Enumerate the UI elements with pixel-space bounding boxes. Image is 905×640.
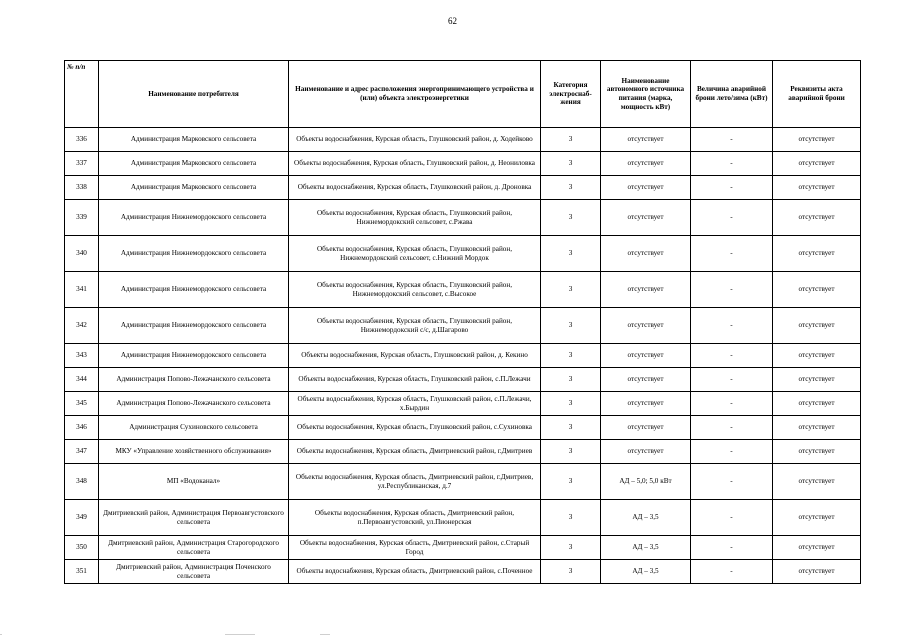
cell-act: отсутствует	[773, 440, 861, 464]
cell-consumer: МП «Водоканал»	[99, 464, 289, 500]
cell-object: Объекты водоснабжения, Курская область, Глушковский район, Нижнемордокский сельсовет, с.Высокое	[289, 272, 541, 308]
cell-category: 3	[541, 128, 601, 152]
table-row	[65, 392, 861, 416]
cell-category: 3	[541, 152, 601, 176]
cell-reserve: -	[691, 176, 773, 200]
cell-reserve: -	[691, 440, 773, 464]
cell-act: отсутствует	[773, 560, 861, 584]
cell-act: отсутствует	[773, 536, 861, 560]
cell-source: отсутствует	[601, 128, 691, 152]
cell-reserve: -	[691, 344, 773, 368]
cell-category: 3	[541, 200, 601, 236]
cell-num: 338	[65, 176, 99, 200]
cell-category: 3	[541, 272, 601, 308]
cell-reserve: -	[691, 200, 773, 236]
table-row	[65, 536, 861, 560]
cell-object: Объекты водоснабжения, Курская область, Глушковский район, с.П.Лежачи, х.Бырдин	[289, 392, 541, 416]
cell-reserve: -	[691, 560, 773, 584]
cell-num: 341	[65, 272, 99, 308]
cell-consumer: Администрация Попово-Лежачанского сельсовета	[99, 392, 289, 416]
cell-source: отсутствует	[601, 416, 691, 440]
cell-consumer: Администрация Марковского сельсовета	[99, 176, 289, 200]
cell-act: отсутствует	[773, 392, 861, 416]
cell-source: АД – 3,5	[601, 500, 691, 536]
cell-reserve: -	[691, 500, 773, 536]
cell-object: Объекты водоснабжения, Курская область, Дмитриевский район, с.Старый Город	[289, 536, 541, 560]
table-row	[65, 308, 861, 344]
cell-consumer: Администрация Марковского сельсовета	[99, 128, 289, 152]
cell-consumer: Администрация Нижнемордокского сельсовета	[99, 272, 289, 308]
cell-source: отсутствует	[601, 176, 691, 200]
cell-act: отсутствует	[773, 464, 861, 500]
cell-num: 350	[65, 536, 99, 560]
cell-reserve: -	[691, 236, 773, 272]
cell-object: Объекты водоснабжения, Курская область, Глушковский район, с.П.Лежачи	[289, 368, 541, 392]
table-row	[65, 236, 861, 272]
table-row	[65, 500, 861, 536]
cell-source: отсутствует	[601, 272, 691, 308]
cell-source: отсутствует	[601, 152, 691, 176]
cell-object: Объекты водоснабжения, Курская область, Глушковский район, Нижнемордокский с/с, д.Шагарово	[289, 308, 541, 344]
page-number: 62	[448, 16, 457, 26]
table-body	[65, 128, 861, 584]
cell-num: 345	[65, 392, 99, 416]
cell-object: Объекты водоснабжения, Курская область, Глушковский район, д. Ходейково	[289, 128, 541, 152]
cell-num: 348	[65, 464, 99, 500]
cell-reserve: -	[691, 308, 773, 344]
cell-object: Объекты водоснабжения, Курская область, Глушковский район, д. Кекино	[289, 344, 541, 368]
cell-category: 3	[541, 536, 601, 560]
cell-consumer: Администрация Попово-Лежачанского сельсовета	[99, 368, 289, 392]
cell-consumer: Администрация Нижнемордокского сельсовета	[99, 236, 289, 272]
cell-act: отсутствует	[773, 176, 861, 200]
table-row	[65, 344, 861, 368]
cell-source: отсутствует	[601, 308, 691, 344]
cell-act: отсутствует	[773, 200, 861, 236]
cell-consumer: Администрация Нижнемордокского сельсовета	[99, 200, 289, 236]
table-row	[65, 272, 861, 308]
cell-reserve: -	[691, 392, 773, 416]
cell-num: 343	[65, 344, 99, 368]
cell-consumer: Администрация Нижнемордокского сельсовета	[99, 308, 289, 344]
header-category: Категория электроснаб-жения	[541, 61, 601, 128]
cell-consumer: Администрация Нижнемордокского сельсовета	[99, 344, 289, 368]
table-row	[65, 416, 861, 440]
header-num: № п/п	[65, 61, 99, 128]
cell-consumer: МКУ «Управление хозяйственного обслуживания»	[99, 440, 289, 464]
cell-source: АД – 3,5	[601, 560, 691, 584]
scan-artifact	[0, 634, 905, 636]
cell-source: отсутствует	[601, 236, 691, 272]
table-row	[65, 560, 861, 584]
cell-consumer: Дмитриевский район, Администрация Первоавгустовского сельсовета	[99, 500, 289, 536]
cell-object: Объекты водоснабжения, Курская область, Дмитриевский район, с.Поченное	[289, 560, 541, 584]
cell-consumer: Администрация Марковского сельсовета	[99, 152, 289, 176]
cell-category: 3	[541, 308, 601, 344]
cell-reserve: -	[691, 128, 773, 152]
table-header-row	[65, 61, 861, 128]
cell-num: 339	[65, 200, 99, 236]
cell-reserve: -	[691, 152, 773, 176]
cell-act: отсутствует	[773, 152, 861, 176]
cell-category: 3	[541, 440, 601, 464]
cell-source: отсутствует	[601, 392, 691, 416]
cell-source: отсутствует	[601, 344, 691, 368]
cell-num: 347	[65, 440, 99, 464]
emergency-reserve-table	[64, 60, 861, 584]
cell-reserve: -	[691, 368, 773, 392]
cell-category: 3	[541, 236, 601, 272]
cell-object: Объекты водоснабжения, Курская область, Глушковский район, с.Сухиновка	[289, 416, 541, 440]
cell-object: Объекты водоснабжения, Курская область, Глушковский район, д. Неониловка	[289, 152, 541, 176]
cell-consumer: Дмитриевский район, Администрация Старогородского сельсовета	[99, 536, 289, 560]
cell-num: 336	[65, 128, 99, 152]
cell-act: отсутствует	[773, 344, 861, 368]
cell-object: Объекты водоснабжения, Курская область, Дмитриевский район, г.Дмитриев, ул.Республиканская, д.7	[289, 464, 541, 500]
cell-category: 3	[541, 464, 601, 500]
cell-act: отсутствует	[773, 368, 861, 392]
cell-category: 3	[541, 500, 601, 536]
cell-category: 3	[541, 416, 601, 440]
cell-category: 3	[541, 176, 601, 200]
cell-num: 344	[65, 368, 99, 392]
cell-source: отсутствует	[601, 200, 691, 236]
cell-source: отсутствует	[601, 368, 691, 392]
cell-object: Объекты водоснабжения, Курская область, Дмитриевский район, п.Первоавгустовский, ул.Пионерская	[289, 500, 541, 536]
table-row	[65, 368, 861, 392]
table-row	[65, 200, 861, 236]
header-object: Наименование и адрес расположения энергопринимающего устройства и (или) объекта электроэнергетики	[289, 61, 541, 128]
cell-object: Объекты водоснабжения, Курская область, Глушковский район, Нижнемордокский сельсовет, с.Ржава	[289, 200, 541, 236]
cell-act: отсутствует	[773, 416, 861, 440]
cell-category: 3	[541, 344, 601, 368]
header-consumer: Наименование потребителя	[99, 61, 289, 128]
cell-consumer: Дмитриевский район, Администрация Поченского сельсовета	[99, 560, 289, 584]
table-row	[65, 464, 861, 500]
cell-category: 3	[541, 368, 601, 392]
cell-act: отсутствует	[773, 308, 861, 344]
table-row	[65, 176, 861, 200]
cell-reserve: -	[691, 272, 773, 308]
cell-object: Объекты водоснабжения, Курская область, Глушковский район, Нижнемордокский сельсовет, с.Нижний Мордок	[289, 236, 541, 272]
cell-source: отсутствует	[601, 440, 691, 464]
cell-reserve: -	[691, 416, 773, 440]
cell-num: 340	[65, 236, 99, 272]
cell-num: 342	[65, 308, 99, 344]
cell-category: 3	[541, 560, 601, 584]
table-row	[65, 128, 861, 152]
table-row	[65, 440, 861, 464]
table-row	[65, 152, 861, 176]
cell-reserve: -	[691, 464, 773, 500]
cell-act: отсутствует	[773, 500, 861, 536]
cell-act: отсутствует	[773, 128, 861, 152]
cell-num: 346	[65, 416, 99, 440]
header-source: Наименование автономного источника питания (марка, мощность кВт)	[601, 61, 691, 128]
cell-consumer: Администрация Сухиновского сельсовета	[99, 416, 289, 440]
cell-num: 351	[65, 560, 99, 584]
cell-category: 3	[541, 392, 601, 416]
cell-act: отсутствует	[773, 272, 861, 308]
cell-reserve: -	[691, 536, 773, 560]
cell-num: 337	[65, 152, 99, 176]
header-reserve: Величина аварийной брони лето/зима (кВт)	[691, 61, 773, 128]
cell-act: отсутствует	[773, 236, 861, 272]
cell-source: АД – 3,5	[601, 536, 691, 560]
cell-num: 349	[65, 500, 99, 536]
cell-object: Объекты водоснабжения, Курская область, Глушковский район, д. Дроновка	[289, 176, 541, 200]
cell-object: Объекты водоснабжения, Курская область, Дмитриевский район, г.Дмитриев	[289, 440, 541, 464]
cell-source: АД – 5,0; 5,0 кВт	[601, 464, 691, 500]
header-act: Реквизиты акта аварийной брони	[773, 61, 861, 128]
